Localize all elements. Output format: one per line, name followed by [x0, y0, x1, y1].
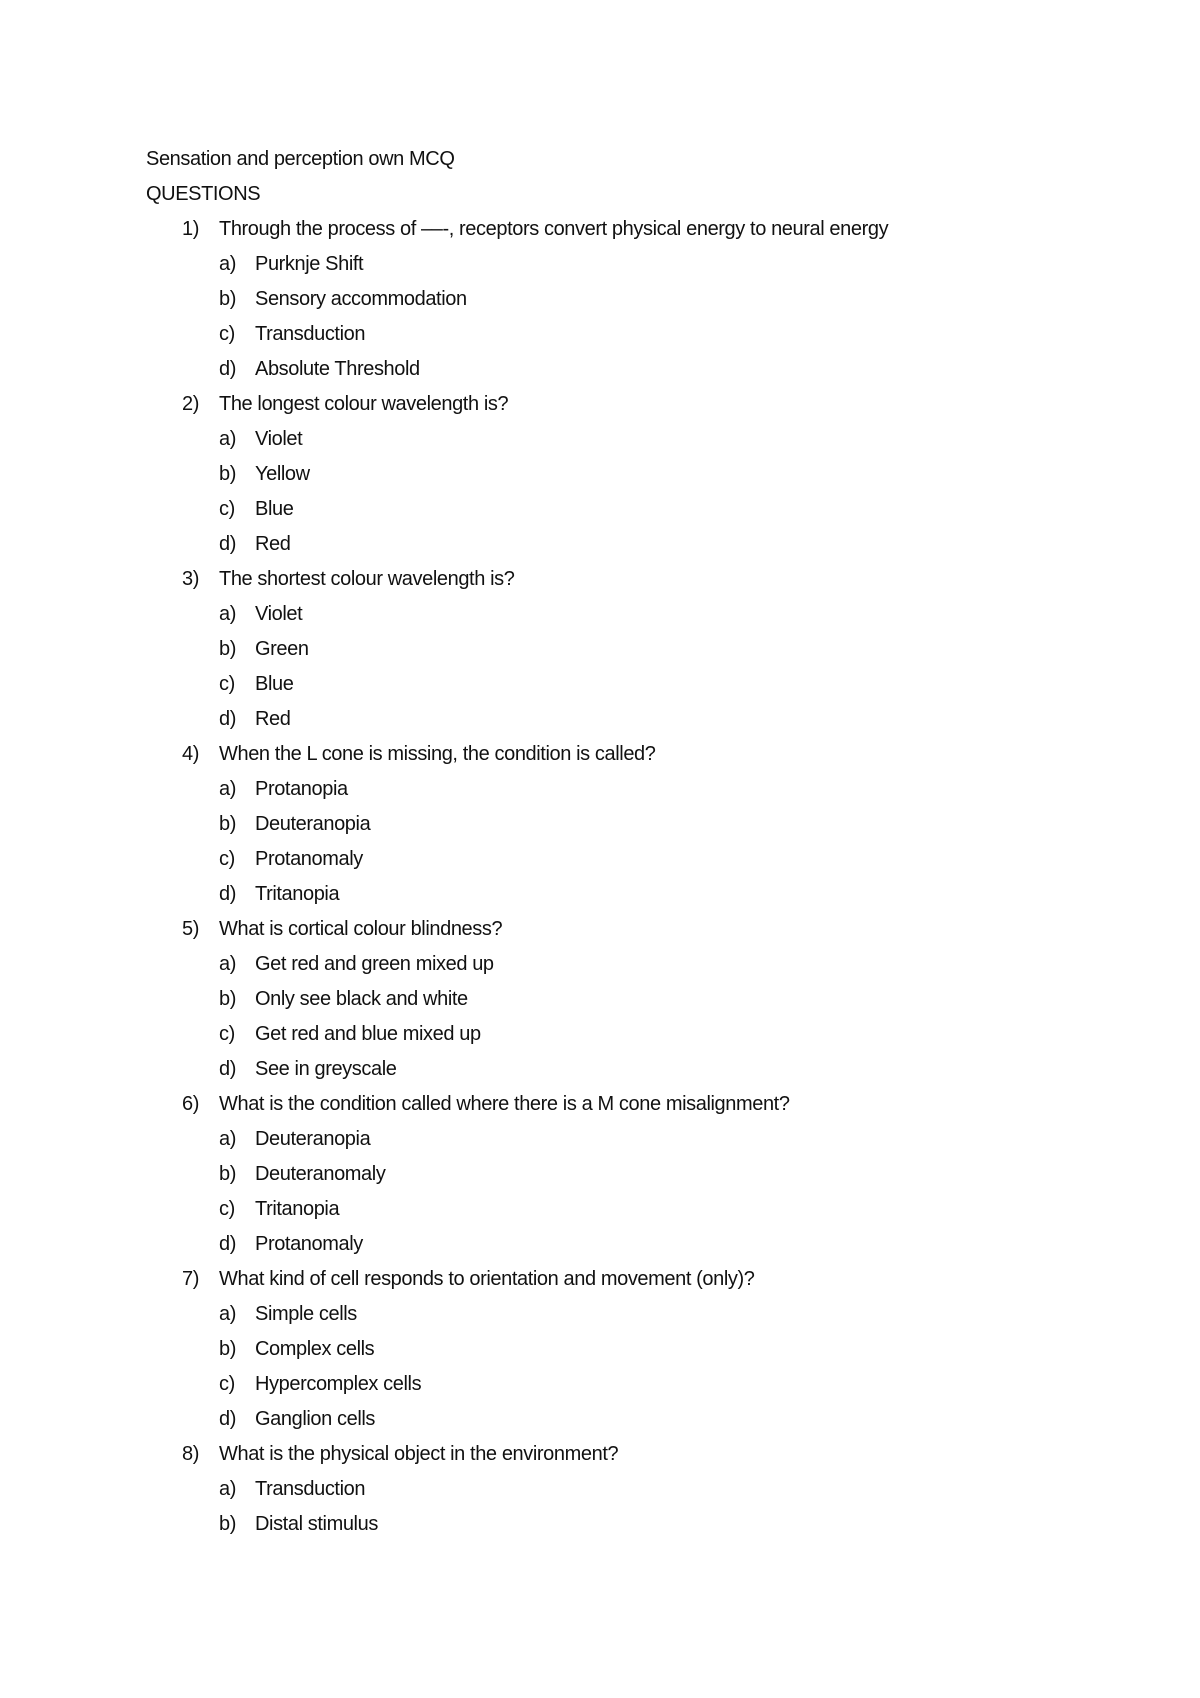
- question-text: What kind of cell responds to orientation and movement (only)?: [219, 1268, 755, 1290]
- question-text: Through the process of ––-, receptors convert physical energy to neural energy: [219, 218, 889, 240]
- option-text: Get red and blue mixed up: [255, 1023, 481, 1045]
- question-6: [146, 1087, 1146, 1122]
- question-1-option-2: [146, 282, 1146, 317]
- question-1-option-4: [146, 352, 1146, 387]
- question-1: [146, 212, 1146, 247]
- option-letter: c): [219, 1373, 235, 1395]
- question-3-option-3: [146, 667, 1146, 702]
- question-2-option-3: [146, 492, 1146, 527]
- option-letter: c): [219, 848, 235, 870]
- question-6-option-1: [146, 1122, 1146, 1157]
- option-text: Transduction: [255, 1478, 366, 1500]
- option-text: Purknje Shift: [255, 253, 364, 275]
- document-content: [146, 142, 1146, 1542]
- question-7-option-4: [146, 1402, 1146, 1437]
- question-text: What is the condition called where there is a M cone misalignment?: [219, 1093, 790, 1115]
- option-letter: d): [219, 883, 236, 905]
- option-text: Absolute Threshold: [255, 358, 420, 380]
- option-letter: a): [219, 778, 236, 800]
- option-text: Protanopia: [255, 778, 348, 800]
- option-letter: b): [219, 813, 236, 835]
- question-number: 8): [182, 1443, 199, 1465]
- question-3-option-2: [146, 632, 1146, 667]
- option-text: See in greyscale: [255, 1058, 397, 1080]
- option-text: Red: [255, 533, 291, 555]
- question-2: [146, 387, 1146, 422]
- option-text: Tritanopia: [255, 883, 340, 905]
- question-3-option-4: [146, 702, 1146, 737]
- question-8-option-1: [146, 1472, 1146, 1507]
- option-letter: a): [219, 953, 236, 975]
- question-4-option-3: [146, 842, 1146, 877]
- option-letter: d): [219, 533, 236, 555]
- question-2-option-1: [146, 422, 1146, 457]
- option-letter: b): [219, 288, 236, 310]
- question-text: When the L cone is missing, the condition is called?: [219, 743, 656, 765]
- question-number: 4): [182, 743, 199, 765]
- option-letter: c): [219, 498, 235, 520]
- option-text: Transduction: [255, 323, 366, 345]
- question-5-option-4: [146, 1052, 1146, 1087]
- question-4-option-2: [146, 807, 1146, 842]
- question-number: 6): [182, 1093, 199, 1115]
- option-letter: c): [219, 323, 235, 345]
- question-2-option-2: [146, 457, 1146, 492]
- question-text: What is the physical object in the environment?: [219, 1443, 619, 1465]
- question-number: 3): [182, 568, 199, 590]
- option-letter: b): [219, 1513, 236, 1535]
- option-letter: a): [219, 603, 236, 625]
- option-letter: d): [219, 1408, 236, 1430]
- question-7: [146, 1262, 1146, 1297]
- option-text: Get red and green mixed up: [255, 953, 494, 975]
- question-number: 5): [182, 918, 199, 940]
- option-text: Distal stimulus: [255, 1513, 378, 1535]
- question-number: 7): [182, 1268, 199, 1290]
- option-letter: d): [219, 1233, 236, 1255]
- option-letter: b): [219, 1338, 236, 1360]
- question-text: The shortest colour wavelength is?: [219, 568, 515, 590]
- question-4-option-1: [146, 772, 1146, 807]
- question-4: [146, 737, 1146, 772]
- question-number: 2): [182, 393, 199, 415]
- question-number: 1): [182, 218, 199, 240]
- option-text: Green: [255, 638, 309, 660]
- document-title: Sensation and perception own MCQ: [146, 148, 455, 170]
- option-text: Deuteranopia: [255, 1128, 371, 1150]
- question-5-option-3: [146, 1017, 1146, 1052]
- question-4-option-4: [146, 877, 1146, 912]
- question-8-option-2: [146, 1507, 1146, 1542]
- question-list: [146, 212, 1146, 1542]
- option-letter: c): [219, 673, 235, 695]
- option-letter: b): [219, 1163, 236, 1185]
- question-text: What is cortical colour blindness?: [219, 918, 503, 940]
- question-7-option-3: [146, 1367, 1146, 1402]
- option-letter: b): [219, 638, 236, 660]
- option-letter: b): [219, 463, 236, 485]
- option-letter: d): [219, 1058, 236, 1080]
- option-text: Protanomaly: [255, 848, 363, 870]
- option-text: Deuteranomaly: [255, 1163, 386, 1185]
- option-letter: a): [219, 1303, 236, 1325]
- option-letter: a): [219, 253, 236, 275]
- option-text: Deuteranopia: [255, 813, 371, 835]
- option-letter: c): [219, 1198, 235, 1220]
- option-text: Only see black and white: [255, 988, 468, 1010]
- option-letter: a): [219, 1128, 236, 1150]
- question-3: [146, 562, 1146, 597]
- section-heading: QUESTIONS: [146, 183, 261, 205]
- option-letter: b): [219, 988, 236, 1010]
- question-7-option-1: [146, 1297, 1146, 1332]
- question-5: [146, 912, 1146, 947]
- question-8: [146, 1437, 1146, 1472]
- option-text: Violet: [255, 428, 303, 450]
- option-text: Ganglion cells: [255, 1408, 376, 1430]
- question-1-option-1: [146, 247, 1146, 282]
- option-text: Sensory accommodation: [255, 288, 467, 310]
- question-1-option-3: [146, 317, 1146, 352]
- question-6-option-2: [146, 1157, 1146, 1192]
- option-text: Simple cells: [255, 1303, 357, 1325]
- option-text: Protanomaly: [255, 1233, 363, 1255]
- option-text: Violet: [255, 603, 303, 625]
- option-letter: d): [219, 358, 236, 380]
- option-text: Red: [255, 708, 291, 730]
- question-6-option-4: [146, 1227, 1146, 1262]
- option-letter: d): [219, 708, 236, 730]
- question-text: The longest colour wavelength is?: [219, 393, 509, 415]
- option-text: Blue: [255, 673, 294, 695]
- option-text: Tritanopia: [255, 1198, 340, 1220]
- option-letter: a): [219, 428, 236, 450]
- question-5-option-2: [146, 982, 1146, 1017]
- option-letter: c): [219, 1023, 235, 1045]
- question-3-option-1: [146, 597, 1146, 632]
- question-5-option-1: [146, 947, 1146, 982]
- option-text: Hypercomplex cells: [255, 1373, 422, 1395]
- question-2-option-4: [146, 527, 1146, 562]
- option-text: Yellow: [255, 463, 310, 485]
- question-6-option-3: [146, 1192, 1146, 1227]
- question-7-option-2: [146, 1332, 1146, 1367]
- option-text: Complex cells: [255, 1338, 375, 1360]
- option-letter: a): [219, 1478, 236, 1500]
- option-text: Blue: [255, 498, 294, 520]
